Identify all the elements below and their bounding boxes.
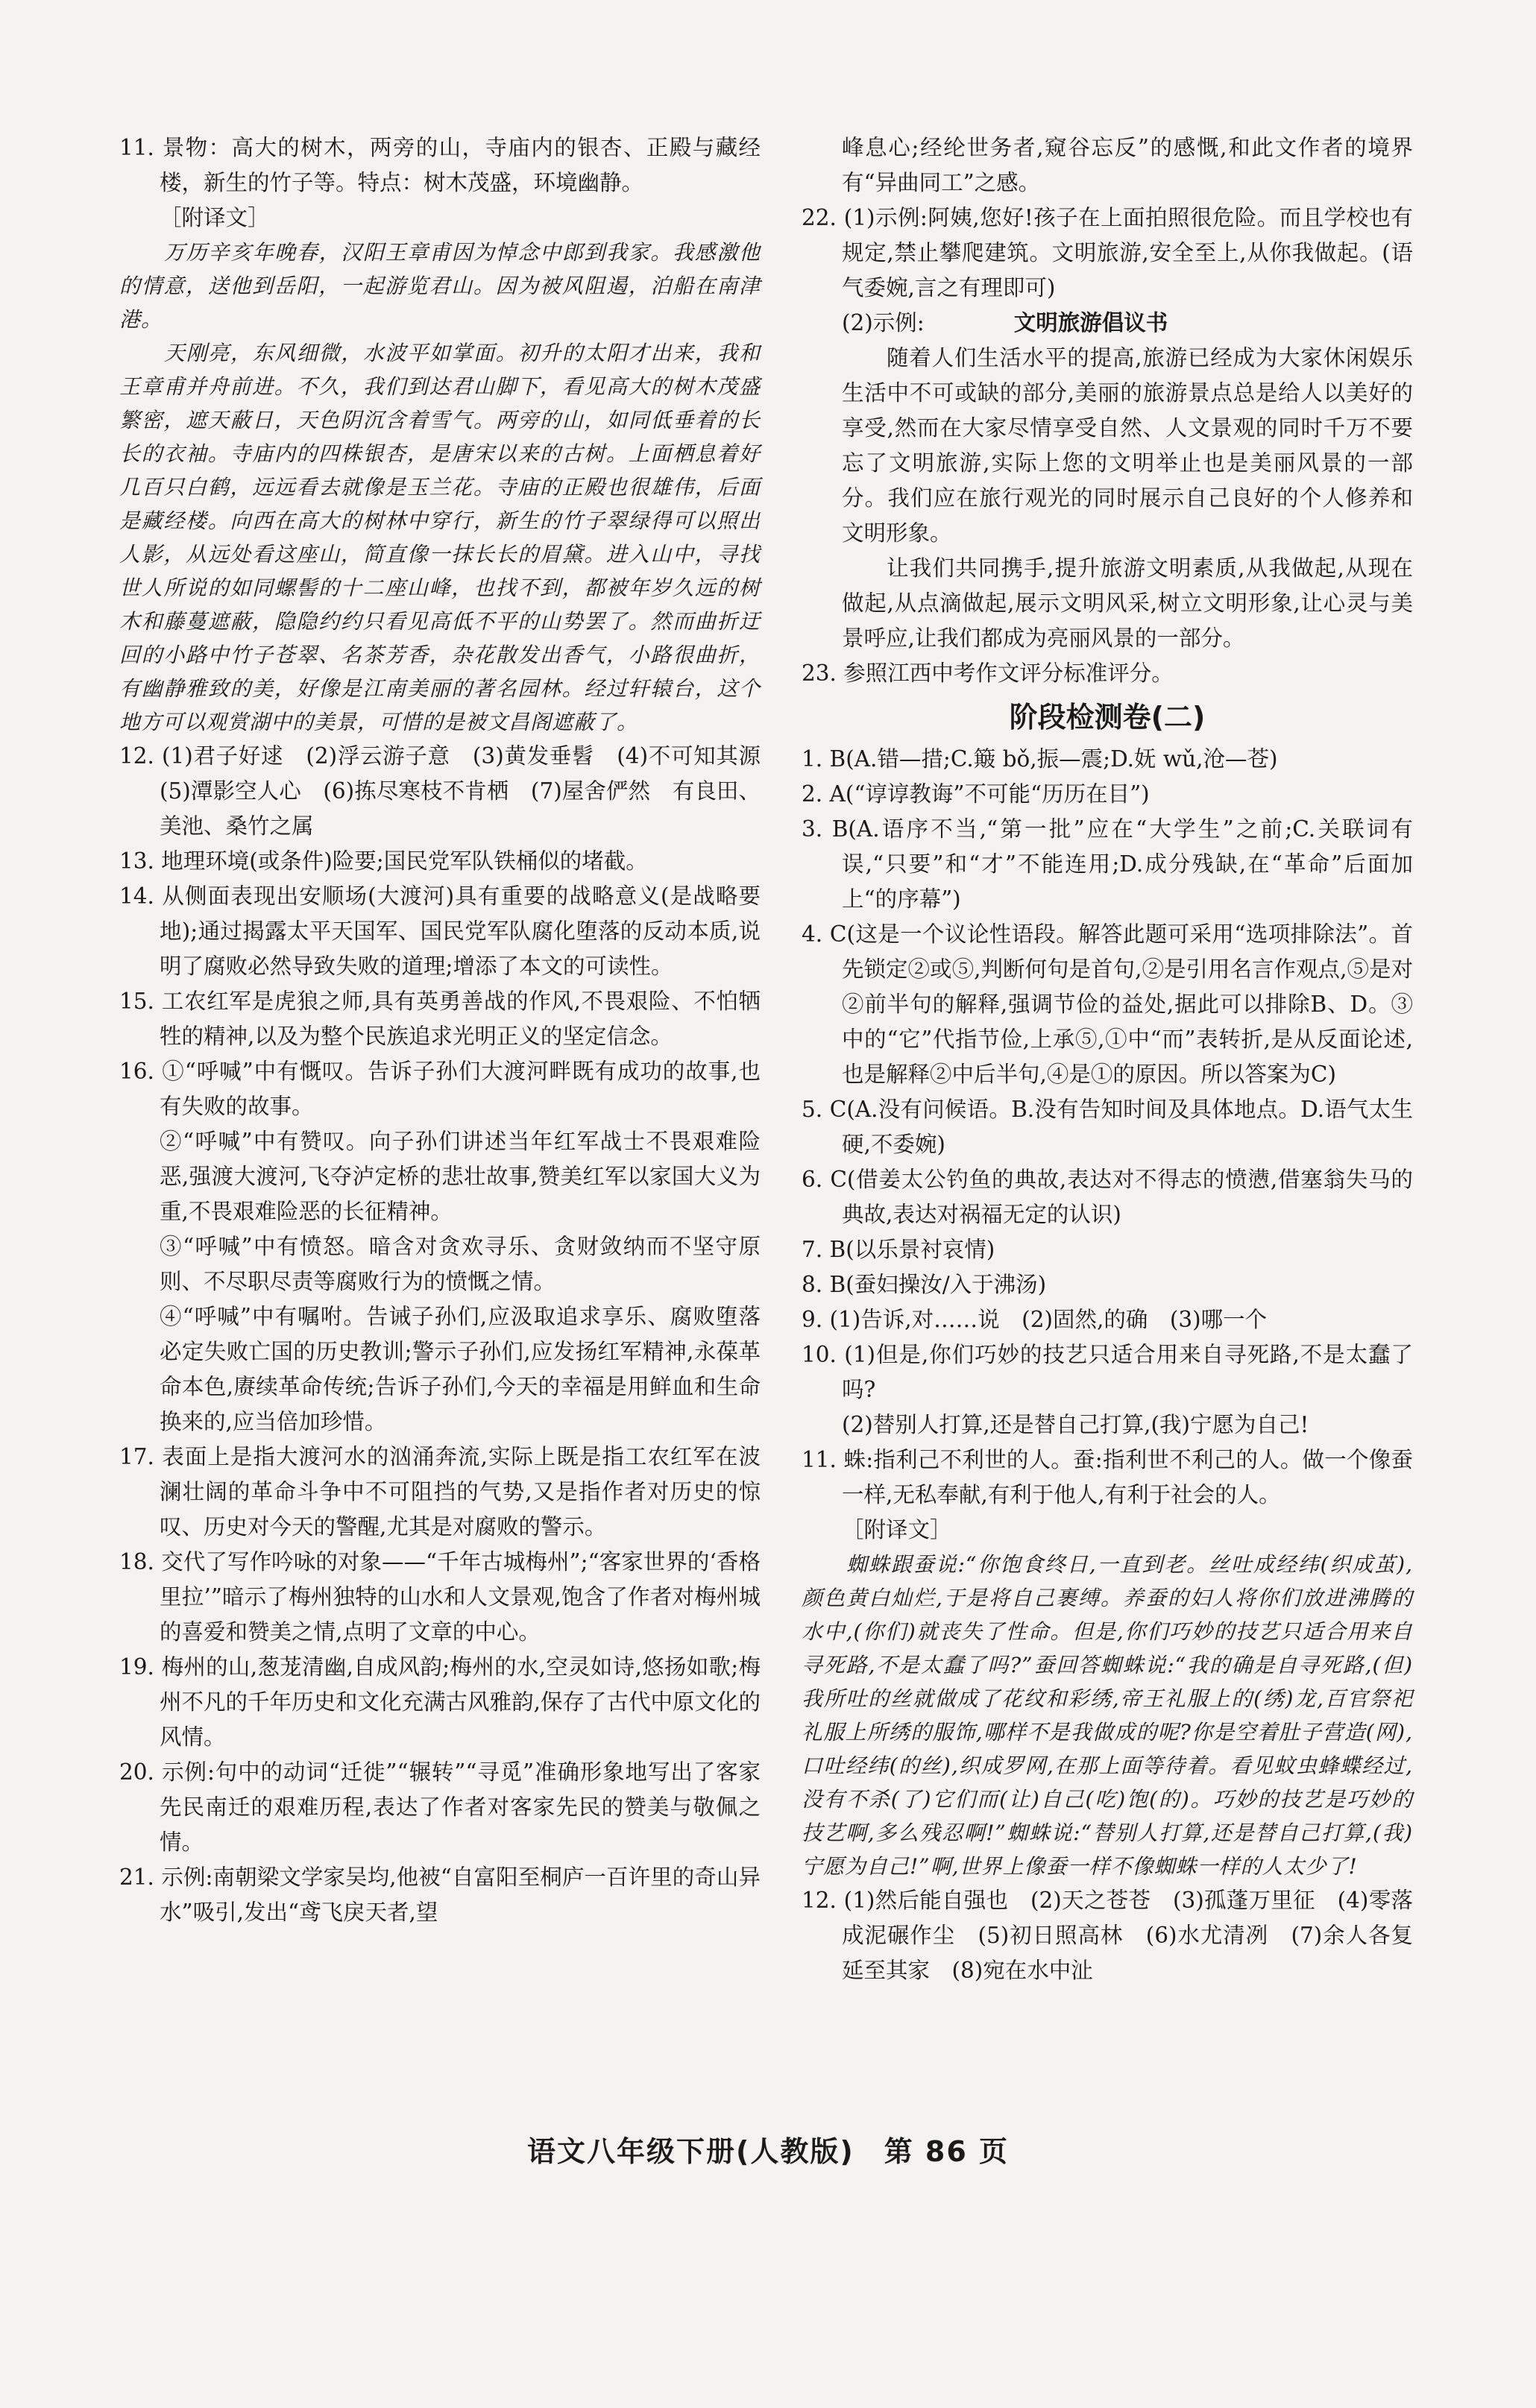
section2-answer-2: 2. A(“谆谆教诲”不可能“历历在目”): [802, 781, 1150, 807]
proposal-title: 文明旅游倡议书: [1013, 310, 1168, 335]
answer-16-1: 16. ①“呼喊”中有慨叹。告诉子孙们大渡河畔既有成功的故事,也有失败的故事。: [119, 1059, 761, 1119]
answer-15: 15. 工农红军是虎狼之师,具有英勇善战的作风,不畏艰险、不怕牺牲的精神,以及为整个民族追求光明正义的坚定信念。: [119, 989, 761, 1049]
translation-para-2: 天刚亮，东风细微，水波平如掌面。初升的太阳才出来，我和王章甫并舟前进。不久，我们到达君山脚下，看见高大的树木茂盛繁密，遮天蔽日，天色阴沉含着雪气。两旁的山，如同低垂着的长长的衣袖。寺庙内的四株银杏，是唐宋以来的古树。上面栖息着好几百只白鹤，远远看去就像是玉兰花。寺庙的正殿也很雄伟，后面是藏经楼。向西在高大的树林中穿行，新生的竹子翠绿得可以照出人影，从远处看这座山，简直像一抹长长的眉黛。进入山中，寻找世人所说的如同螺髻的十二座山峰，也找不到，都被年岁久远的树木和藤蔓遮蔽，隐隐约约只看见高低不平的山势罢了。然而曲折迂回的小路中竹子苍翠、名茶芳香，杂花散发出香气，小路很曲折，有幽静雅致的美，好像是江南美丽的著名园林。经过轩辕台，这个地方可以观赏湖中的美景，可惜的是被文昌阁遮蔽了。: [119, 341, 761, 734]
section2-answer-5: 5. C(A.没有问候语。B.没有告知时间及具体地点。D.语气太生硬,不委婉): [802, 1097, 1413, 1157]
section2-answer-8: 8. B(蚕妇操汝/入于沸汤): [802, 1272, 1047, 1297]
answer-22-1: 22. (1)示例:阿姨,您好!孩子在上面拍照很危险。而且学校也有规定,禁止攀爬建筑。文明旅游,安全至上,从你我做起。(语气委婉,言之有理即可): [802, 205, 1413, 300]
section2-answer-7: 7. B(以乐景衬哀情): [802, 1237, 995, 1262]
translation-tag: [119, 201, 761, 236]
section2-answer-9: 9. (1)告诉,对……说 (2)固然,的确 (3)哪一个: [802, 1307, 1268, 1332]
proposal-para-2: 让我们共同携手,提升旅游文明素质,从我做起,从现在做起,从点滴做起,展示文明风采,树立文明形象,让心灵与美景呼应,让我们都成为亮丽风景的一部分。: [842, 555, 1413, 651]
proposal-para-1: 随着人们生活水平的提高,旅游已经成为大家休闲娱乐生活中不可或缺的部分,美丽的旅游景点总是给人以美好的享受,然而在大家尽情享受自然、人文景观的同时千万不要忘了文明旅游,实际上您的文明举止也是美丽风景的一部分。我们应在旅行观光的同时展示自己良好的个人修养和文明形象。: [842, 345, 1413, 546]
section2-answer-6: 6. C(借姜太公钓鱼的典故,表达对不得志的愤懑,借塞翁失马的典故,表达对祸福无定的认识): [802, 1167, 1413, 1227]
section2-answer-4: 4. C(这是一个议论性语段。解答此题可采用“选项排除法”。首先锁定②或⑤,判断何句是首句,②是引用名言作观点,⑤是对②前半句的解释,强调节俭的益处,据此可以排除B、D。③中的“它”代指节俭,上承⑤,①中“而”表转折,是从反面论述,也是解释②中后半句,④是①的原因。所以答案为C): [802, 921, 1413, 1087]
answer-18: 18. 交代了写作吟咏的对象——“千年古城梅州”;“客家世界的‘香格里拉’”暗示了梅州独特的山水和人文景观,饱含了作者对梅州城的喜爱和赞美之情,点明了文章的中心。: [119, 1549, 761, 1645]
answer-16-2: ②“呼喊”中有赞叹。向子孙们讲述当年红军战士不畏艰难险恶,强渡大渡河,飞夺泸定桥的悲壮故事,赞美红军以家国大义为重,不畏艰难险恶的长征精神。: [160, 1129, 761, 1224]
translation-tag-label: ［附译文］: [160, 205, 270, 230]
answer-14: 14. 从侧面表现出安顺场(大渡河)具有重要的战略意义(是战略要地);通过揭露太平天国军、国民党军队腐化堕落的反动本质,说明了腐败必然导致失败的道理;增添了本文的可读性。: [119, 883, 761, 979]
section2-answer-1: 1. B(A.错—措;C.簸 bǒ,振—震;D.妩 wǔ,沧—苍): [802, 746, 1278, 772]
answer-21: 21. 示例:南朝梁文学家吴均,他被“自富阳至桐庐一百许里的奇山异水”吸引,发出“鸢飞戾天者,望: [119, 1865, 761, 1925]
answer-11: 11. 景物：高大的树木，两旁的山，寺庙内的银杏、正殿与藏经楼，新生的竹子等。特点：树木茂盛，环境幽静。: [119, 135, 761, 195]
answer-19: 19. 梅州的山,葱茏清幽,自成风韵;梅州的水,空灵如诗,悠扬如歌;梅州不凡的千年历史和文化充满古风雅韵,保存了古代中原文化的风情。: [119, 1654, 761, 1750]
answer-21-continued: 峰息心;经纶世务者,窥谷忘反”的感慨,和此文作者的境界有“异曲同工”之感。: [842, 135, 1413, 195]
answer-23: 23. 参照江西中考作文评分标准评分。: [802, 661, 1174, 686]
left-column: [119, 130, 783, 1930]
answer-20: 20. 示例:句中的动词“迁徙”“辗转”“寻觅”准确形象地写出了客家先民南迁的艰难历程,表达了作者对客家先民的赞美与敬佩之情。: [119, 1759, 761, 1855]
section2-answer-11: 11. 蛛:指利己不利世的人。蚕:指利世不利己的人。做一个像蚕一样,无私奉献,有利于他人,有利于社会的人。: [802, 1447, 1413, 1507]
section2-translation: 蜘蛛跟蚕说:“你饱食终日,一直到老。丝吐成经纬(织成茧),颜色黄白灿烂,于是将自己裹缚。养蚕的妇人将你们放进沸腾的水中,(你们)就丧失了性命。但是,你们巧妙的技艺只适合用来自寻死路,不是太蠢了吗?”蚕回答蜘蛛说:“我的确是自寻死路,(但)我所吐的丝就做成了花纹和彩绣,帝王礼服上的(绣)龙,百官祭祀礼服上所绣的服饰,哪样不是我做成的呢?你是空着肚子营造(网),口吐经纬(的丝),织成罗网,在那上面等待着。看见蚊虫蜂蝶经过,没有不杀(了)它们而(让)自己(吃)饱(的)。巧妙的技艺是巧妙的技艺啊,多么残忍啊!”蜘蛛说:“替别人打算,还是替自己打算,(我)宁愿为自己!”啊,世界上像蚕一样不像蜘蛛一样的人太少了!: [802, 1552, 1413, 1879]
section2-answer-10-2: (2)替别人打算,还是替自己打算,(我)宁愿为自己!: [842, 1412, 1309, 1437]
section2-translation-tag: [802, 1513, 1413, 1548]
answer-22-2-heading: [802, 306, 1413, 341]
section2-translation-tag-label: ［附译文］: [842, 1517, 952, 1542]
answer-12: 12. (1)君子好逑 (2)浮云游子意 (3)黄发垂髫 (4)不可知其源 (5)潭影空人心 (6)拣尽寒枝不肯栖 (7)屋舍俨然 有良田、美池、桑竹之属: [119, 743, 783, 839]
answer-22-2-label: (2)示例:: [842, 310, 925, 335]
section2-answer-3: 3. B(A.语序不当,“第一批”应在“大学生”之前;C.关联词有误,“只要”和“才”不能连用;D.成分残缺,在“革命”后面加上“的序幕”): [802, 816, 1413, 912]
right-column: [802, 130, 1413, 1988]
answer-16-4: ④“呼喊”中有嘱咐。告诫子孙们,应汲取追求享乐、腐败堕落必定失败亡国的历史教训;警示子孙们,应发扬红军精神,永葆革命本色,赓续革命传统;告诉子孙们,今天的幸福是用鲜血和生命换来的,应当倍加珍惜。: [160, 1304, 761, 1434]
section2-answer-12: 12. (1)然后能自强也 (2)天之苍苍 (3)孤蓬万里征 (4)零落成泥碾作尘 (5)初日照高林 (6)水尤清冽 (7)余人各复延至其家 (8)宛在水中沚: [802, 1888, 1413, 1983]
translation-para-1: 万历辛亥年晚春，汉阳王章甫因为悼念中郎到我家。我感激他的情意，送他到岳阳，一起游览君山。因为被风阻遏，泊船在南津港。: [119, 240, 761, 332]
answer-16-3: ③“呼喊”中有愤怒。暗含对贪欢寻乐、贪财敛纳而不坚守原则、不尽职尽责等腐败行为的愤慨之情。: [160, 1234, 761, 1294]
answer-13: 13. 地理环境(或条件)险要;国民党军队铁桶似的堵截。: [119, 848, 648, 874]
section-title: 阶段检测卷(二): [1009, 701, 1206, 734]
answer-17: 17. 表面上是指大渡河水的汹涌奔流,实际上既是指工农红军在波澜壮阔的革命斗争中不可阻挡的气势,又是指作者对历史的惊叹、历史对今天的警醒,尤其是对腐败的警示。: [119, 1444, 761, 1539]
page-footer: 语文八年级下册(人教版) 第 86 页: [526, 2135, 1010, 2168]
section2-answer-10-1: 10. (1)但是,你们巧妙的技艺只适合用来自寻死路,不是太蠢了吗?: [802, 1342, 1413, 1402]
